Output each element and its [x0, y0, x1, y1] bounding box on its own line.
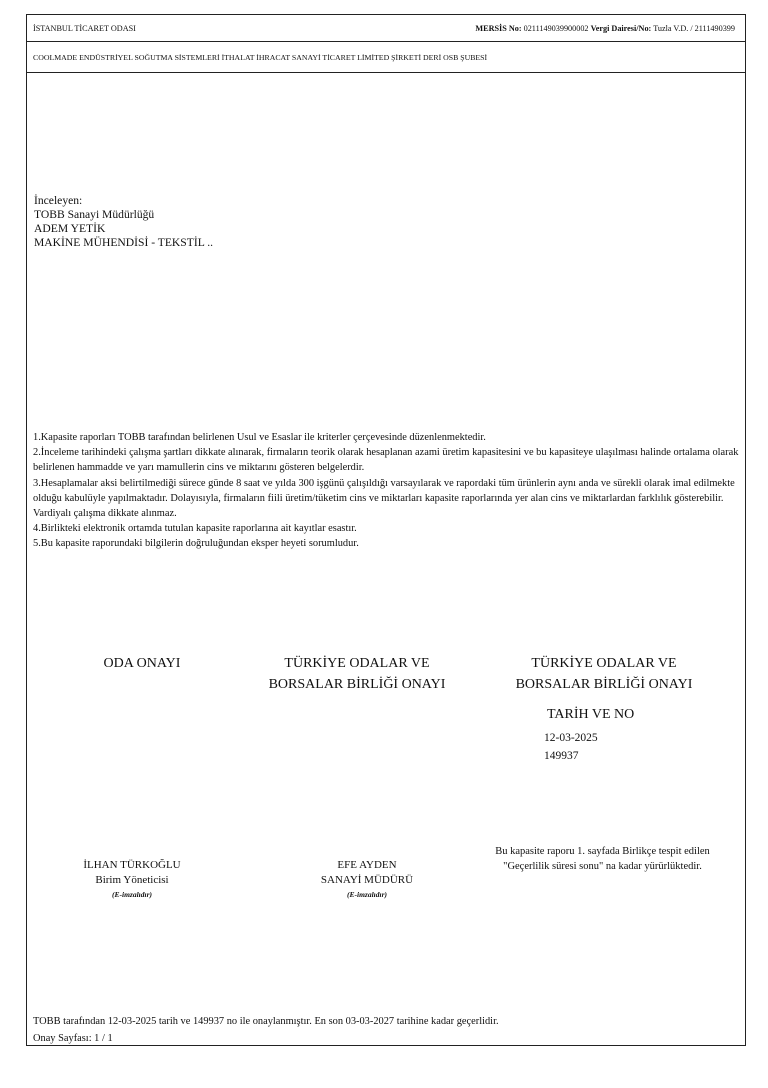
- document-frame: [26, 14, 746, 1046]
- notes-list: [33, 430, 741, 552]
- tax-value: Tuzla V.D. / 2111490399: [653, 24, 735, 33]
- mersis-label: MERSİS No:: [475, 24, 522, 33]
- signature-unit-manager: [57, 858, 207, 901]
- examiner-name: ADEM YETİK: [34, 222, 106, 235]
- company-name: COOLMADE ENDÜSTRİYEL SOĞUTMA SİSTEMLERİ İTHALAT İHRACAT SANAYİ TİCARET LİMİTED ŞİRKETİ DERİ OSB ŞUBESİ: [33, 53, 488, 62]
- tax-label: Vergi Dairesi/No:: [590, 24, 652, 33]
- validity-statement: Bu kapasite raporu 1. sayfada Birlikçe tespit edilen "Geçerlilik süresi sonu" na kadar yürürlüktedir.: [495, 846, 710, 872]
- tobb-approval-2-line1: TÜRKİYE ODALAR VE: [531, 656, 677, 671]
- examiner-block: [34, 194, 213, 250]
- signer-title: Birim Yöneticisi: [95, 874, 169, 886]
- approval-number: 149937: [544, 750, 579, 762]
- tobb-approval-1-line2: BORSALAR BİRLİĞİ ONAYI: [268, 677, 446, 692]
- company-row: [27, 42, 745, 73]
- examiner-title: MAKİNE MÜHENDİSİ - TEKSTİL ..: [34, 236, 214, 249]
- note-item: 4.Birlikteki elektronik ortamda tutulan kapasite raporlarına ait kayıtlar esastır.: [33, 523, 357, 535]
- signer-title: SANAYİ MÜDÜRÜ: [320, 874, 414, 886]
- tobb-approval-1-line1: TÜRKİYE ODALAR VE: [284, 656, 430, 671]
- note-item: 1.Kapasite raporları TOBB tarafından belirlenen Usul ve Esaslar ile kriterler çerçevesinde düzenlenmektedir.: [33, 432, 486, 443]
- page-number: Onay Sayfası: 1 / 1: [33, 1033, 113, 1044]
- examiner-org: TOBB Sanayi Müdürlüğü: [34, 208, 155, 221]
- chamber-approval: [67, 653, 217, 674]
- chamber-name: İSTANBUL TİCARET ODASI: [33, 24, 136, 33]
- note-item: 5.Bu kapasite raporundaki bilgilerin doğruluğundan eksper heyeti sorumludur.: [33, 538, 359, 550]
- note-item: 3.Hesaplamalar aksi belirtilmediği sürece günde 8 saat ve yılda 300 işgünü çalışıldığı varsayılarak ve rapordaki tüm ürünlerin aynı anda ve sürekli olarak imal edilmekte olduğu kabulüyle yapılmaktadır. Dolayısıyla, firmaların fiili üretim/tüketim cins ve miktarları kapasite raporlarında yer alan cins ve miktarlardan farklılık gösterebilir. Vardiyalı çalışma dikkate alınmaz.: [33, 477, 735, 520]
- date-number-values: [544, 729, 598, 765]
- signer-name: EFE AYDEN: [337, 859, 397, 871]
- signature-industry-director: [292, 858, 442, 901]
- tobb-approval-2-line2: BORSALAR BİRLİĞİ ONAYI: [515, 677, 693, 692]
- note-item: 2.İnceleme tarihindeki çalışma şartları dikkate alınarak, firmaların teorik olarak hesaplanan azami üretim kapasitesini ve bu kapasiteye ulaşılması halinde ortalama olarak belirlenen hammadde ve yarı mamullerin cins ve miktarını gösteren belgelerdir.: [33, 447, 739, 474]
- header-row: [27, 15, 745, 42]
- date-number-title: TARİH VE NO: [547, 707, 635, 722]
- tobb-approval-1: [247, 653, 467, 695]
- registry-info: [475, 24, 735, 33]
- e-signature-note: (E-imzalıdır): [346, 890, 387, 899]
- chamber-approval-title: ODA ONAYI: [103, 656, 181, 671]
- signer-name: İLHAN TÜRKOĞLU: [83, 859, 181, 871]
- tobb-approval-2: [489, 653, 719, 695]
- mersis-value: 0211149039900002: [523, 24, 589, 33]
- approval-date: 12-03-2025: [544, 732, 598, 744]
- approval-footer-line: TOBB tarafından 12-03-2025 tarih ve 149937 no ile onaylanmıştır. En son 03-03-2027 tarihine kadar geçerlidir.: [33, 1016, 499, 1027]
- examiner-label: İnceleyen:: [34, 194, 83, 207]
- e-signature-note: (E-imzalıdır): [111, 890, 152, 899]
